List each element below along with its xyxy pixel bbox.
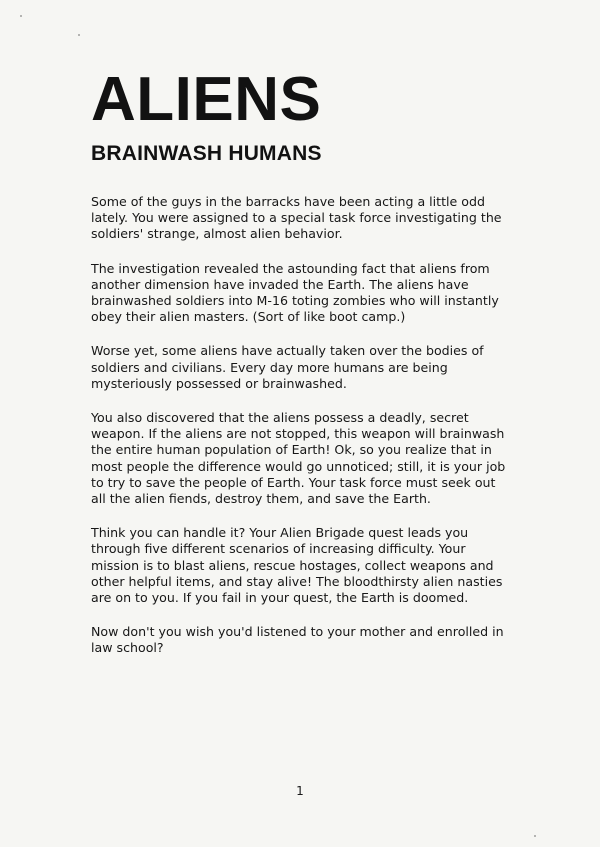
paragraph: Now don't you wish you'd listened to your mother and enrolled in law school?	[91, 624, 504, 656]
page-subtitle: BRAINWASH HUMANS	[91, 142, 322, 165]
paper-speck	[534, 835, 536, 837]
body-text	[91, 194, 511, 657]
paragraph: Some of the guys in the barracks have been acting a little odd lately. You were assigned to a special task force investigating the soldiers' strange, almost alien behavior.	[91, 194, 502, 242]
page-number: 1	[296, 784, 304, 798]
paper-speck	[78, 34, 80, 36]
paragraph: Worse yet, some aliens have actually taken over the bodies of soldiers and civilians. Every day more humans are being mysteriously possessed or brainwashed.	[91, 343, 484, 391]
paragraph: Think you can handle it? Your Alien Brigade quest leads you through five different scenarios of increasing difficulty. Your mission is to blast aliens, rescue hostages, collect weapons and other helpful items, and stay alive! The bloodthirsty alien nasties are on to you. If you fail in your quest, the Earth is doomed.	[91, 525, 503, 606]
paper-speck	[20, 15, 22, 17]
paragraph: The investigation revealed the astounding fact that aliens from another dimension have invaded the Earth. The aliens have brainwashed soldiers into M-16 toting zombies who will instantly obey their alien masters. (Sort of like boot camp.)	[91, 260, 499, 325]
page-title: ALIENS	[91, 65, 322, 134]
paragraph: You also discovered that the aliens possess a deadly, secret weapon. If the aliens are not stopped, this weapon will brainwash the entire human population of Earth! Ok, so you realize that in most people the difference would go unnoticed; still, it is your job to try to save the people of Earth. Your task force must seek out all the alien fiends, destroy them, and save the Earth.	[91, 410, 506, 507]
